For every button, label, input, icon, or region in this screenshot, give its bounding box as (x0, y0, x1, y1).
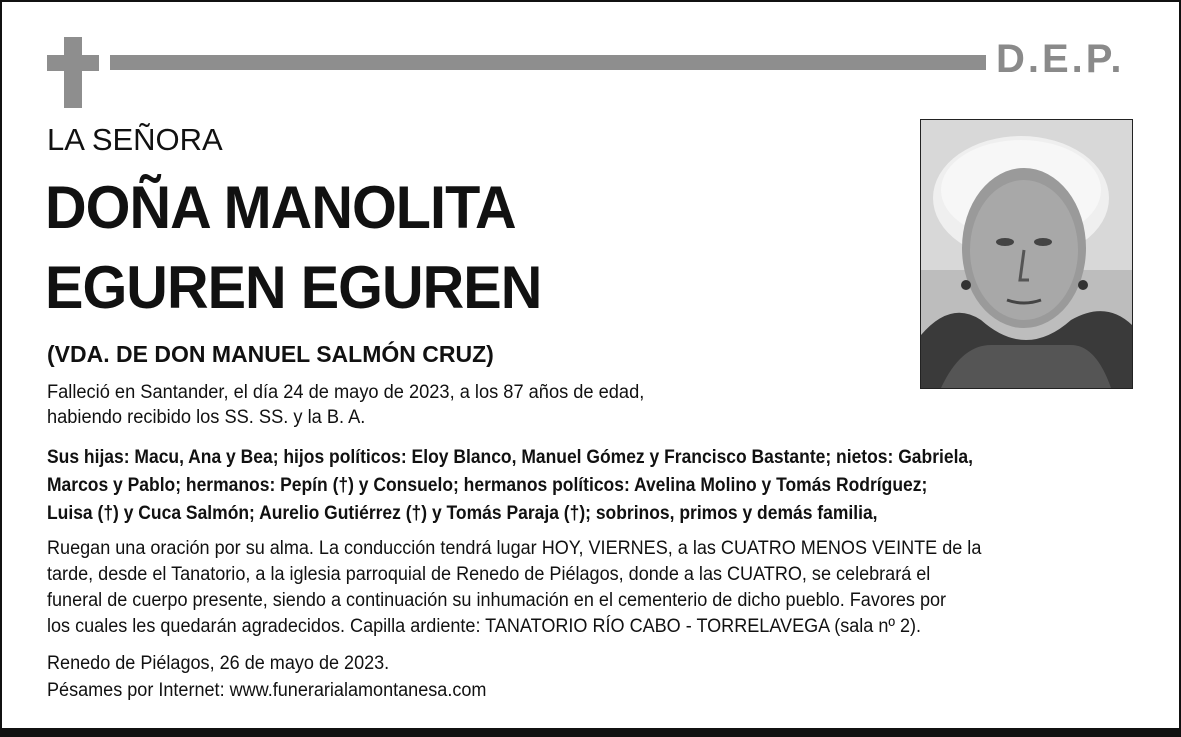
closing-block (47, 650, 712, 704)
place-date: Renedo de Piélagos, 26 de mayo de 2023. (47, 653, 390, 674)
funeral-line1: Ruegan una oración por su alma. La conducción tendrá lugar HOY, VIERNES, a las CUATRO MENOS VEINTE de la (47, 538, 982, 559)
deceased-name-line1: DOÑA MANOLITA (45, 174, 516, 241)
portrait-photo (920, 119, 1133, 389)
deceased-name-line2: EGUREN EGUREN (45, 254, 542, 321)
family-line2: Marcos y Pablo; hermanos: Pepín (†) y Consuelo; hermanos políticos: Avelina Molino y Tomás Rodríguez; (47, 475, 928, 496)
family-list (47, 444, 1091, 528)
funeral-line3: funeral de cuerpo presente, siendo a continuación su inhumación en el cementerio de dicho pueblo. Favores por (47, 590, 947, 611)
widow-of: (VDA. DE DON MANUEL SALMÓN CRUZ) (47, 341, 494, 367)
honorific-prefix: LA SEÑORA (47, 122, 223, 157)
header-rule (110, 55, 986, 70)
dep-label: D.E.P. (996, 37, 1125, 81)
web-condolences: Pésames por Internet: www.funerarialamontanesa.com (47, 680, 487, 701)
death-notice-line2: habiendo recibido los SS. SS. y la B. A. (47, 407, 366, 428)
family-line3: Luisa (†) y Cuca Salmón; Aurelio Gutiérrez (†) y Tomás Paraja (†); sobrinos, primos y demás familia, (47, 503, 878, 524)
funeral-details (47, 536, 1125, 640)
death-notice (47, 380, 853, 430)
funeral-line2: tarde, desde el Tanatorio, a la iglesia parroquial de Renedo de Piélagos, donde a las CUATRO, se celebrará el (47, 564, 931, 585)
family-line1: Sus hijas: Macu, Ana y Bea; hijos políticos: Eloy Blanco, Manuel Gómez y Francisco Bastante; nietos: Gabriela, (47, 447, 974, 468)
cross-icon-bar (47, 55, 99, 71)
funeral-line4: los cuales les quedarán agradecidos. Capilla ardiente: TANATORIO RÍO CABO - TORRELAVEGA (sala nº 2). (47, 616, 922, 637)
deceased-name (45, 168, 541, 328)
death-notice-line1: Falleció en Santander, el día 24 de mayo de 2023, a los 87 años de edad, (47, 382, 645, 403)
cross-icon (64, 37, 82, 108)
